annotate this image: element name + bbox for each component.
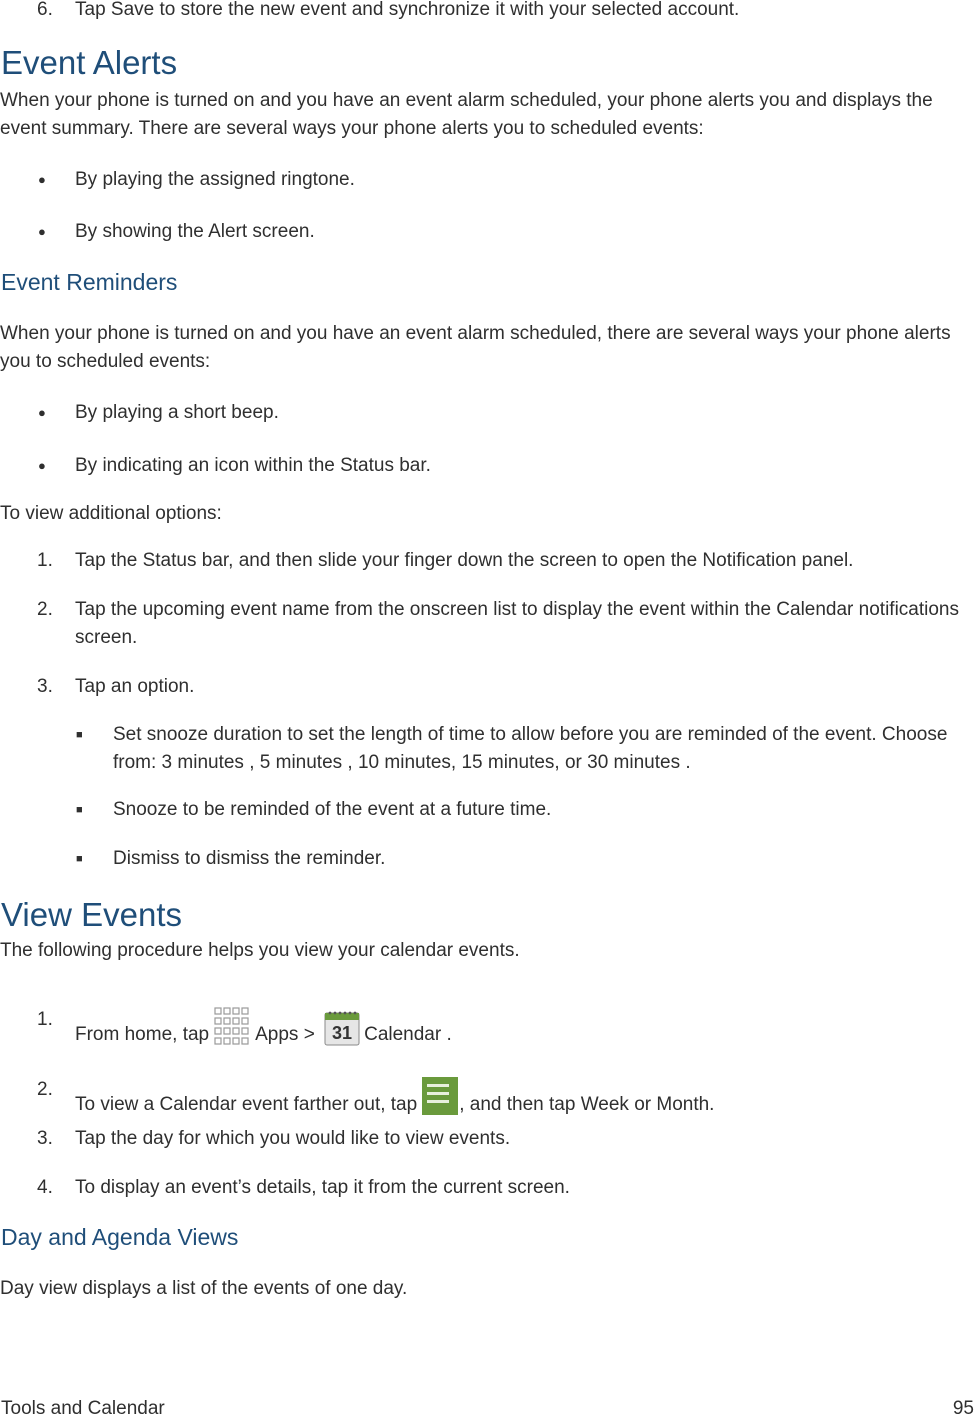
bullet-marker: ● <box>38 458 46 473</box>
step-text-part: Calendar . <box>364 1024 452 1045</box>
list-item-text: By indicating an icon within the Status bar. <box>75 455 431 476</box>
sub-option-text: Snooze to be reminded of the event at a future time. <box>113 799 552 820</box>
bullet-marker: ● <box>38 405 46 420</box>
square-bullet-icon: ■ <box>76 729 83 741</box>
event-reminders-heading: Event Reminders <box>1 269 178 295</box>
page-number: 95 <box>952 1398 974 1419</box>
step-number: 2. <box>37 599 53 620</box>
calendar-icon <box>324 1010 360 1055</box>
step-text-part: Apps <box>255 1024 299 1045</box>
bullet-marker: ● <box>38 224 46 239</box>
svg-text:31: 31 <box>332 1023 353 1043</box>
square-bullet-icon: ■ <box>76 853 83 865</box>
list-item-text: By showing the Alert screen. <box>75 221 315 242</box>
step-text: Tap the day for which you would like to view events. <box>75 1128 511 1149</box>
step-text: Tap the Status bar, and then slide your finger down the screen to open the Notification panel. <box>75 550 854 571</box>
step-number: 4. <box>37 1177 53 1198</box>
footer-section-title: Tools and Calendar <box>1 1398 165 1419</box>
step-number: 1. <box>37 550 53 571</box>
step-text-part: To view a Calendar event farther out, tap <box>75 1094 418 1115</box>
step-text-part: > <box>303 1024 315 1045</box>
step-text: Tap the upcoming event name from the onscreen list to display the event within the Calendar notifications screen. <box>75 599 960 648</box>
step-number: 3. <box>37 1128 53 1149</box>
square-bullet-icon: ■ <box>76 804 83 816</box>
step-number: 1. <box>37 1009 53 1030</box>
day-agenda-text: Day view displays a list of the events of one day. <box>0 1278 408 1299</box>
list-item-text: By playing the assigned ringtone. <box>75 169 355 190</box>
view-events-heading: View Events <box>1 896 182 933</box>
view-menu-icon <box>421 1076 459 1125</box>
view-events-intro: The following procedure helps you view your calendar events. <box>0 940 520 961</box>
event-reminders-intro: When your phone is turned on and you have an event alarm scheduled, there are several ways your phone alerts you to scheduled events: <box>0 323 951 372</box>
sub-option-text: Set snooze duration to set the length of time to allow before you are reminded of the event. Choose from: 3 minutes , 5 minutes , 10 minutes, 15 minutes, or 30 minutes . <box>113 724 948 773</box>
step-text-part: From home, tap <box>75 1024 210 1045</box>
step-text: To display an event’s details, tap it from the current screen. <box>75 1177 570 1198</box>
step-text: Tap an option. <box>75 676 195 697</box>
options-intro: To view additional options: <box>0 503 222 524</box>
step-text <box>75 1006 970 1055</box>
sub-option-text: Dismiss to dismiss the reminder. <box>113 848 386 869</box>
bullet-marker: ● <box>38 172 46 187</box>
apps-grid-icon <box>213 1006 251 1055</box>
step-number: 2. <box>37 1079 53 1100</box>
step-text <box>75 1076 970 1125</box>
step-number: 3. <box>37 676 53 697</box>
step-text: Tap Save to store the new event and synchronize it with your selected account. <box>75 0 740 20</box>
step-number: 6. <box>37 0 53 20</box>
step-text-part: , and then tap Week or Month. <box>459 1094 715 1115</box>
day-agenda-heading: Day and Agenda Views <box>1 1224 239 1250</box>
list-item-text: By playing a short beep. <box>75 402 279 423</box>
event-alerts-heading: Event Alerts <box>1 44 178 81</box>
event-alerts-intro: When your phone is turned on and you have an event alarm scheduled, your phone alerts you and displays the event summary. There are several ways your phone alerts you to scheduled events: <box>0 90 933 139</box>
